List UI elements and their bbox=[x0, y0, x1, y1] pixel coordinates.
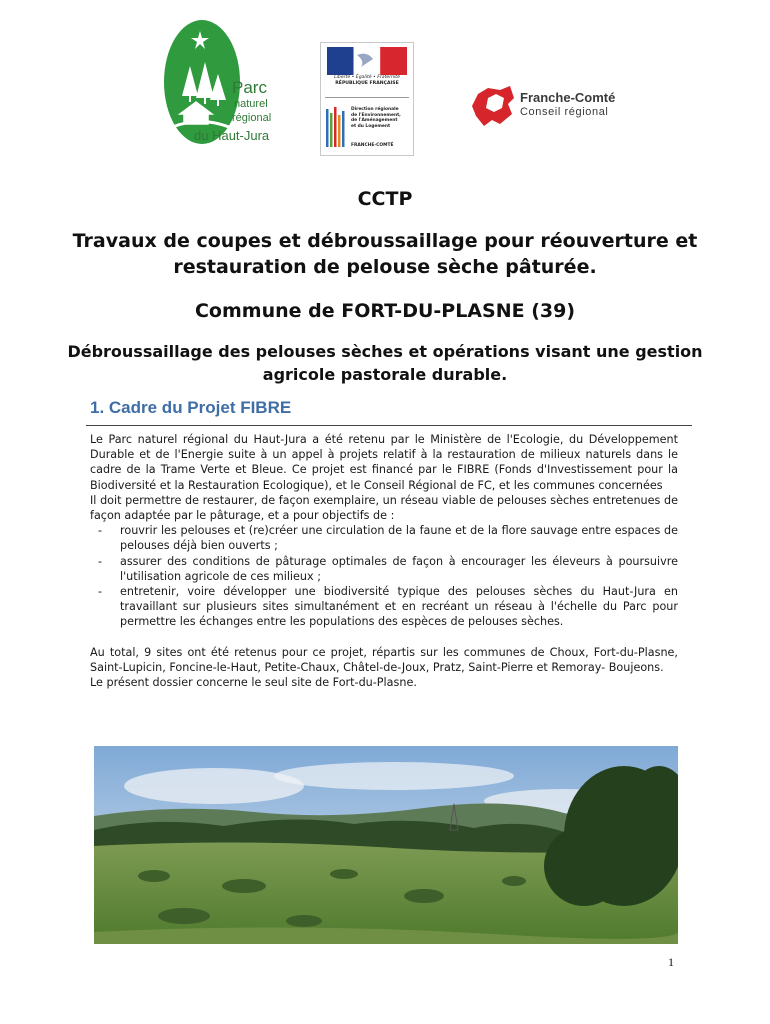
parc-logo-line3: régional bbox=[232, 112, 272, 124]
section-body bbox=[90, 432, 678, 690]
objectives-list bbox=[90, 523, 678, 629]
document-title: Travaux de coupes et débroussaillage pour réouverture et restauration de pelouse sèche pâturée. bbox=[72, 230, 698, 278]
dreal-line: de l'Environnement, bbox=[351, 112, 401, 118]
franche-comte-map-icon bbox=[470, 84, 516, 128]
page-number: 1 bbox=[668, 955, 674, 969]
dreal-text bbox=[351, 107, 409, 129]
list-item-text: entretenir, voire développer une biodiversité typique des pelouses sèches du Haut-Jura en travaillant sur plusieurs sites simultanément et en recréant un réseau à l'échelle du Parc pour permettre les échanges entre les populations des espèces de pelouses sèches. bbox=[120, 585, 678, 629]
marianne-flag-icon bbox=[327, 47, 407, 75]
rf-republic-text: RÉPUBLIQUE FRANÇAISE bbox=[335, 81, 399, 86]
parc-logo-line4: du Haut-Jura bbox=[194, 128, 270, 143]
conseil-regional-label: Conseil régional bbox=[520, 106, 609, 118]
parc-haut-jura-logo bbox=[160, 18, 286, 153]
list-item-text: rouvrir les pelouses et (re)créer une circulation de la faune et de la flore sauvage entre espaces de pelouses déjà bien ouverts ; bbox=[120, 524, 678, 553]
bullet-dash: - bbox=[98, 585, 103, 599]
paragraph: Il doit permettre de restaurer, de façon exemplaire, un réseau viable de pelouses sèches entretenues de façon adaptée par le pâturage, et a pour objectifs de : bbox=[90, 493, 678, 523]
bullet-dash: - bbox=[98, 554, 103, 568]
rf-motto bbox=[325, 75, 409, 87]
dreal-stripes-icon bbox=[325, 105, 347, 149]
logo-bar bbox=[0, 0, 770, 165]
parc-logo-line2: naturel bbox=[234, 98, 268, 110]
paragraph: Au total, 9 sites ont été retenus pour ce projet, répartis sur les communes de Choux, Fort-du-Plasne, Saint-Lupicin, Foncine-le-Haut, Petite-Chaux, Châtel-de-Joux, Pratz, Saint-Pierre et Remoray- Boujeons. bbox=[90, 645, 678, 674]
paragraph: Le Parc naturel régional du Haut-Jura a été retenu par le Ministère de l'Ecologie, du Développement Durable et de l'Energie suite à un appel à projets relatif à la restauration de milieux naturels dans le cadre de la Trame Verte et Bleue. Ce projet est financé par le FIBRE (Fonds d'Investissement pour la Biodiversité et la Restauration Ecologique), et le Conseil Régional de FC, et les communes concernées bbox=[90, 433, 678, 492]
document-type: CCTP bbox=[357, 188, 413, 210]
dreal-line: et du Logement bbox=[351, 123, 391, 129]
franche-comte-logo bbox=[470, 80, 645, 130]
list-item bbox=[90, 584, 678, 630]
logo-divider bbox=[325, 97, 409, 98]
landscape-photo bbox=[94, 746, 678, 944]
list-item-text: assurer des conditions de pâturage optimales de façon à encourager les éleveurs à poursuivre l'utilisation agricole de ces milieux ; bbox=[120, 554, 678, 583]
paragraph: Le présent dossier concerne le seul site de Fort-du-Plasne. bbox=[90, 676, 417, 690]
document-subtitle: Débroussaillage des pelouses sèches et opérations visant une gestion agricole pastorale durable. bbox=[67, 342, 703, 384]
spacer bbox=[90, 630, 678, 645]
section-rule bbox=[86, 425, 692, 426]
landscape-image bbox=[94, 746, 678, 944]
franche-comte-name: Franche-Comté bbox=[520, 90, 616, 105]
section-heading: 1. Cadre du Projet FIBRE bbox=[90, 398, 292, 417]
list-item bbox=[90, 523, 678, 553]
bullet-dash: - bbox=[98, 524, 103, 538]
commune-title: Commune de FORT-DU-PLASNE (39) bbox=[194, 300, 576, 322]
list-item bbox=[90, 554, 678, 584]
dreal-line: Direction régionale bbox=[351, 107, 399, 112]
dreal-region: FRANCHE-COMTÉ bbox=[351, 143, 394, 148]
dreal-line: de l'Aménagement bbox=[351, 118, 398, 124]
rf-motto-text: Liberté • Égalité • Fraternité bbox=[334, 75, 400, 80]
parc-logo-line1: Parc bbox=[232, 78, 267, 97]
dreal-logo bbox=[320, 42, 414, 156]
